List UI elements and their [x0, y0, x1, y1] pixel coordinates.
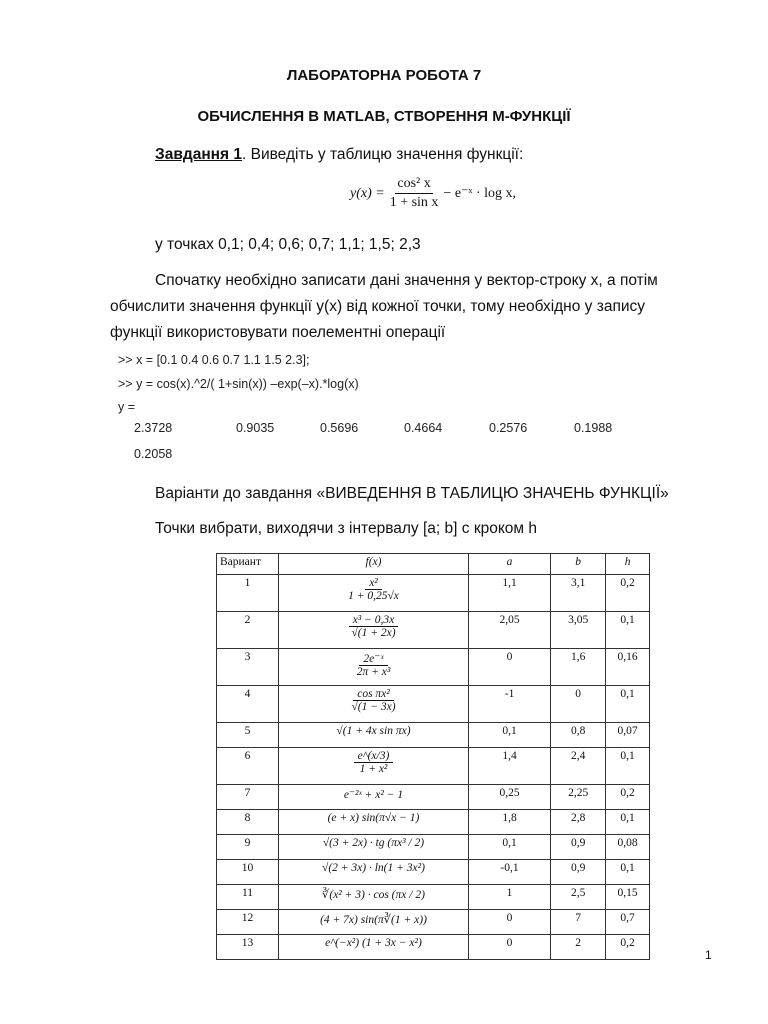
- cell-a: 1,4: [468, 748, 550, 785]
- paragraph-line-2: обчислити значення функції y(x) від кожної точки, тому необхідно у запису: [110, 298, 646, 315]
- code-line-1: >> x = [0.1 0.4 0.6 0.7 1.1 1.5 2.3];: [118, 353, 310, 367]
- function-denominator: 1 + x²: [359, 763, 388, 775]
- cell-function: [279, 612, 469, 649]
- variants-table: [216, 553, 650, 960]
- lab-subtitle: ОБЧИСЛЕННЯ В MATLAB, СТВОРЕННЯ М-ФУНКЦІЇ: [197, 108, 571, 125]
- formula-rest: − e⁻ˣ · log x,: [443, 186, 517, 201]
- function-expression: √(3 + 2x) · tg (πx³ / 2): [322, 837, 425, 849]
- output-value: 0.4664: [404, 421, 443, 435]
- cell-b: 2,5: [551, 885, 606, 910]
- cell-h: 0,1: [606, 810, 650, 835]
- cell-h: 0,1: [606, 748, 650, 785]
- cell-a: 0: [468, 910, 550, 935]
- cell-a: 0,25: [468, 785, 550, 810]
- function-expression: (4 + 7x) sin(π∛(1 + x)): [320, 914, 427, 926]
- function-expression: ∛(x² + 3) · cos (πx / 2): [322, 889, 425, 901]
- function-expression: √(2 + 3x) · ln(1 + 3x²): [322, 862, 425, 874]
- cell-variant: 2: [217, 612, 279, 649]
- cell-b: 0,8: [551, 723, 606, 748]
- cell-b: 2,25: [551, 785, 606, 810]
- cell-h: 0,07: [606, 723, 650, 748]
- function-expression: e⁻²ˣ + x² − 1: [343, 789, 404, 801]
- function-numerator: e^(x/3): [354, 750, 394, 763]
- table-row: [217, 575, 650, 612]
- cell-function: [279, 810, 469, 835]
- table-row: [217, 935, 650, 960]
- page-number: 1: [705, 948, 712, 962]
- cell-function: [279, 649, 469, 686]
- cell-variant: 1: [217, 575, 279, 612]
- table-row: [217, 723, 650, 748]
- cell-b: 2,4: [551, 748, 606, 785]
- output-value: 0.5696: [320, 421, 359, 435]
- cell-b: 1,6: [551, 649, 606, 686]
- choose-points-text: Точки вибрати, виходячи з інтервалу [a; b] с кроком h: [155, 520, 537, 537]
- cell-a: 1,8: [468, 810, 550, 835]
- output-value: 0.1988: [574, 421, 613, 435]
- cell-variant: 4: [217, 686, 279, 723]
- cell-h: 0,2: [606, 935, 650, 960]
- cell-function: [279, 686, 469, 723]
- cell-variant: 9: [217, 835, 279, 860]
- header-h: h: [606, 554, 650, 575]
- cell-h: 0,16: [606, 649, 650, 686]
- function-denominator: √(1 − 3x): [351, 701, 396, 713]
- cell-function: [279, 575, 469, 612]
- cell-b: 2,8: [551, 810, 606, 835]
- table-row: [217, 885, 650, 910]
- cell-a: -1: [468, 686, 550, 723]
- table-row: [217, 910, 650, 935]
- table-row: [217, 686, 650, 723]
- cell-b: 2: [551, 935, 606, 960]
- function-numerator: cos πx²: [353, 688, 394, 701]
- cell-b: 3,1: [551, 575, 606, 612]
- table-row: [217, 612, 650, 649]
- output-value: 0.2576: [489, 421, 528, 435]
- cell-h: 0,7: [606, 910, 650, 935]
- points-text: у точках 0,1; 0,4; 0,6; 0,7; 1,1; 1,5; 2,3: [155, 236, 421, 253]
- header-variant: Вариант: [217, 554, 279, 575]
- output-value-last: 0.2058: [134, 447, 173, 461]
- table-row: [217, 649, 650, 686]
- cell-function: [279, 910, 469, 935]
- cell-b: 0,9: [551, 860, 606, 885]
- function-denominator: √(1 + 2x): [351, 627, 396, 639]
- cell-b: 3,05: [551, 612, 606, 649]
- code-line-2: >> y = cos(x).^2/( 1+sin(x)) –exp(–x).*log(x): [118, 377, 359, 391]
- cell-a: 1: [468, 885, 550, 910]
- cell-variant: 3: [217, 649, 279, 686]
- table-row: [217, 748, 650, 785]
- cell-a: 1,1: [468, 575, 550, 612]
- cell-h: 0,1: [606, 860, 650, 885]
- cell-h: 0,15: [606, 885, 650, 910]
- cell-variant: 10: [217, 860, 279, 885]
- function-expression: √(1 + 4x sin πx): [336, 725, 411, 737]
- header-function: f(x): [279, 554, 469, 575]
- cell-a: -0,1: [468, 860, 550, 885]
- cell-b: 0: [551, 686, 606, 723]
- cell-variant: 5: [217, 723, 279, 748]
- function-fraction: [347, 614, 399, 639]
- task-label: Завдання 1: [155, 146, 243, 163]
- paragraph-line-1: Спочатку необхідно записати дані значення у вектор-строку x, а потім: [155, 272, 658, 289]
- cell-a: 0,1: [468, 723, 550, 748]
- cell-function: [279, 723, 469, 748]
- output-value: 2.3728: [134, 421, 173, 435]
- cell-function: [279, 748, 469, 785]
- header-a: a: [468, 554, 550, 575]
- output-values: [0, 421, 768, 441]
- function-numerator: x³ − 0,3x: [349, 614, 399, 627]
- function-denominator: 1 + 0,25√x: [348, 590, 399, 602]
- cell-b: 7: [551, 910, 606, 935]
- output-value: 0.9035: [236, 421, 275, 435]
- header-b: b: [551, 554, 606, 575]
- cell-h: 0,2: [606, 785, 650, 810]
- paragraph-line-3: функції використовувати поелементні операції: [110, 324, 446, 341]
- table-row: [217, 860, 650, 885]
- lab-title: ЛАБОРАТОРНА РОБОТА 7: [286, 67, 482, 84]
- function-numerator: 2e⁻ˣ: [359, 651, 387, 666]
- function-fraction: [353, 651, 395, 678]
- function-expression: (e + x) sin(π√x − 1): [327, 812, 420, 824]
- formula-fraction: [388, 176, 441, 211]
- formula-lhs: y(x) =: [350, 185, 385, 201]
- cell-variant: 8: [217, 810, 279, 835]
- function-fraction: [354, 750, 394, 775]
- cell-function: [279, 935, 469, 960]
- cell-variant: 11: [217, 885, 279, 910]
- cell-h: 0,2: [606, 575, 650, 612]
- code-line-3: y =: [118, 400, 136, 414]
- cell-variant: 7: [217, 785, 279, 810]
- formula-numerator: cos² x: [395, 176, 432, 194]
- main-formula: [350, 176, 516, 211]
- cell-function: [279, 885, 469, 910]
- variants-heading: Варіанти до завдання «ВИВЕДЕННЯ В ТАБЛИЦЮ ЗНАЧЕНЬ ФУНКЦІЇ»: [155, 485, 669, 502]
- function-fraction: [344, 577, 403, 602]
- cell-variant: 12: [217, 910, 279, 935]
- function-fraction: [347, 688, 399, 713]
- cell-h: 0,1: [606, 612, 650, 649]
- cell-function: [279, 835, 469, 860]
- formula-denominator: 1 + sin x: [389, 195, 439, 210]
- cell-a: 0,1: [468, 835, 550, 860]
- table-row: [217, 810, 650, 835]
- table-body: [217, 575, 650, 960]
- explanation-paragraph: [110, 268, 710, 346]
- table-row: [217, 835, 650, 860]
- table-header-row: [217, 554, 650, 575]
- task-statement: [155, 142, 523, 168]
- cell-variant: 6: [217, 748, 279, 785]
- cell-a: 2,05: [468, 612, 550, 649]
- cell-h: 0,1: [606, 686, 650, 723]
- function-numerator: x²: [365, 577, 382, 590]
- cell-a: 0: [468, 935, 550, 960]
- function-expression: e^(−x²) (1 + 3x − x²): [325, 937, 422, 949]
- cell-variant: 13: [217, 935, 279, 960]
- cell-function: [279, 785, 469, 810]
- task-text: . Виведіть у таблицю значення функції:: [242, 146, 524, 163]
- cell-b: 0,9: [551, 835, 606, 860]
- function-denominator: 2π + x³: [356, 666, 391, 678]
- cell-h: 0,08: [606, 835, 650, 860]
- cell-a: 0: [468, 649, 550, 686]
- table-row: [217, 785, 650, 810]
- cell-function: [279, 860, 469, 885]
